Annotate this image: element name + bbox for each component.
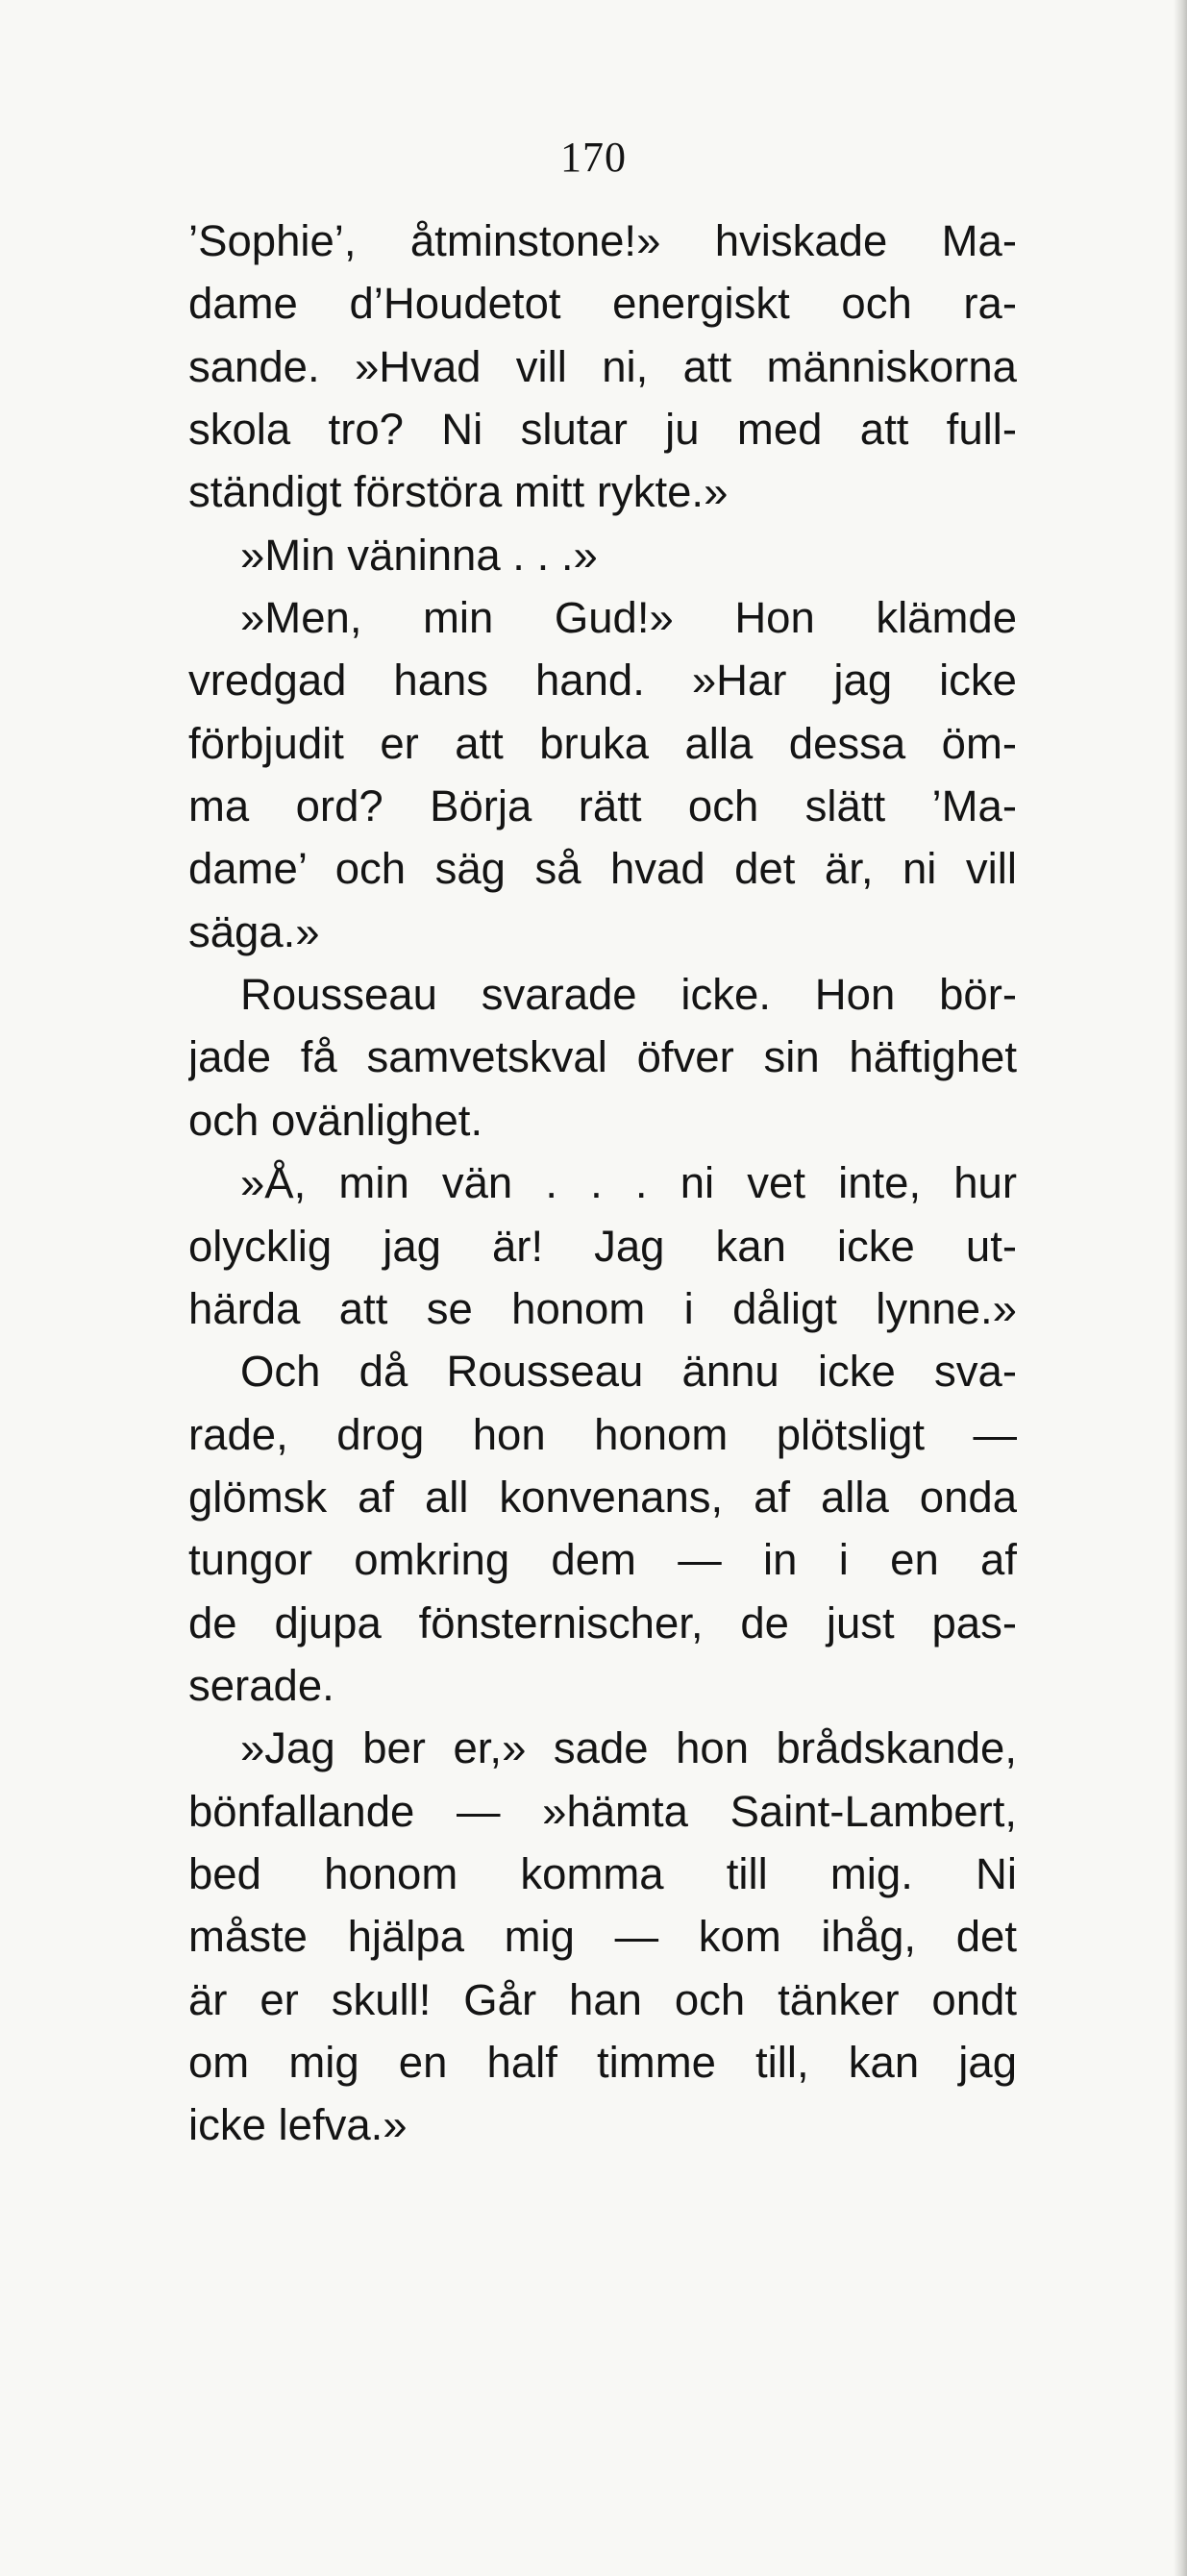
text-line: serade.	[188, 1660, 334, 1710]
text-line: sande. »Hvad vill ni, att människorna	[188, 341, 1017, 391]
text-line: »Å, min vän . . . ni vet inte, hur	[240, 1158, 1017, 1208]
text-line: olycklig jag är! Jag kan icke ut-	[188, 1221, 1017, 1271]
text-line: dame d’Houdetot energiskt och ra-	[188, 279, 1017, 329]
text-line: måste hjälpa mig — kom ihåg, det	[188, 1912, 1017, 1962]
body-text	[188, 210, 1017, 2157]
page-number: 170	[560, 134, 627, 181]
text-line: och ovänlighet.	[188, 1095, 483, 1145]
text-line: »Min väninna . . .»	[240, 530, 598, 580]
text-line: ma ord? Börja rätt och slätt ’Ma-	[188, 781, 1017, 831]
text-line: härda att se honom i dåligt lynne.»	[188, 1283, 1017, 1333]
text-line: bed honom komma till mig. Ni	[188, 1848, 1017, 1898]
text-line: ’Sophie’, åtminstone!» hviskade Ma-	[188, 216, 1017, 265]
text-line: de djupa fönsternischer, de just pas-	[188, 1598, 1017, 1647]
page-edge-shadow	[1174, 0, 1187, 2576]
text-line: förbjudit er att bruka alla dessa öm-	[188, 718, 1017, 768]
text-line: ständigt förstöra mitt rykte.»	[188, 467, 729, 517]
text-line: tungor omkring dem — in i en af	[188, 1535, 1017, 1585]
text-line: Rousseau svarade icke. Hon bör-	[240, 970, 1017, 1020]
text-line: dame’ och säg så hvad det är, ni vill	[188, 844, 1017, 894]
text-line: är er skull! Går han och tänker ondt	[188, 1974, 1017, 2024]
text-line: »Jag ber er,» sade hon brådskande,	[240, 1723, 1017, 1773]
text-line: glömsk af all konvenans, af alla onda	[188, 1472, 1017, 1522]
text-line: jade få samvetskval öfver sin häftighet	[188, 1032, 1017, 1082]
text-line: skola tro? Ni slutar ju med att full-	[188, 405, 1017, 455]
text-line: Och då Rousseau ännu icke sva-	[240, 1347, 1017, 1397]
text-line: rade, drog hon honom plötsligt —	[188, 1409, 1017, 1459]
text-line: säga.»	[188, 906, 320, 956]
text-line: icke lefva.»	[188, 2100, 408, 2150]
text-line: vredgad hans hand. »Har jag icke	[188, 656, 1017, 706]
text-line: om mig en half timme till, kan jag	[188, 2037, 1017, 2087]
text-line: »Men, min Gud!» Hon klämde	[240, 593, 1017, 643]
text-line: bönfallande — »hämta Saint-Lambert,	[188, 1786, 1017, 1836]
